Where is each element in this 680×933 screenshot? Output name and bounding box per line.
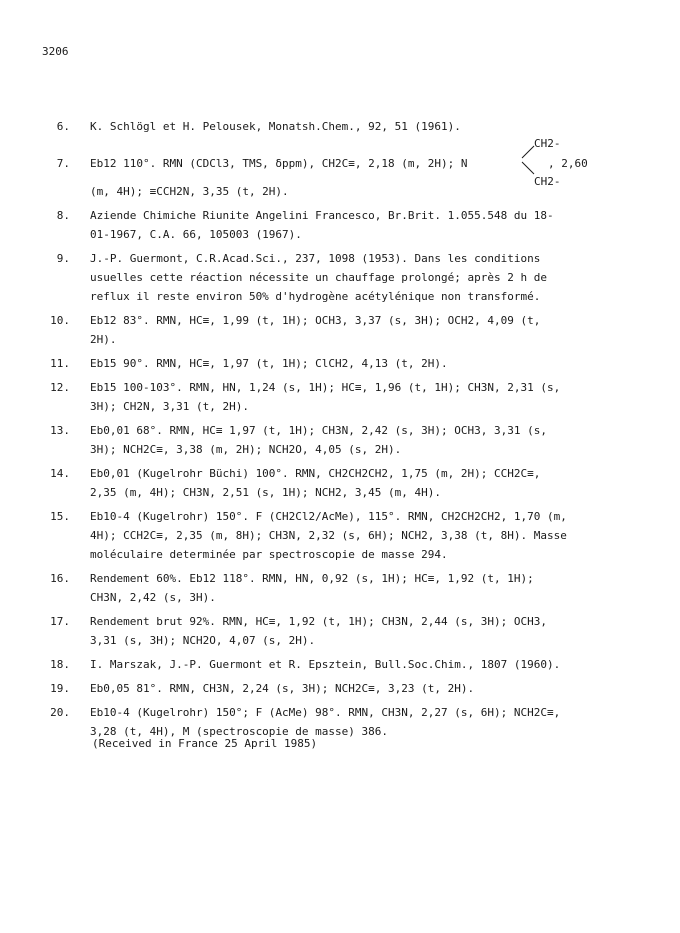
reference-text: [78, 703, 618, 741]
reference-item: [0, 249, 680, 306]
reference-line: 3H); CH2N, 3,31 (t, 2H).: [90, 400, 249, 413]
reference-number: 10.: [50, 314, 70, 327]
reference-text: [78, 464, 618, 502]
reference-line: Rendement brut 92%. RMN, HC≡, 1,92 (t, 1H); CH3N, 2,44 (s, 3H); OCH3,: [90, 615, 547, 628]
reference-line: I. Marszak, J.-P. Guermont et R. Epsztein, Bull.Soc.Chim., 1807 (1960).: [90, 658, 561, 671]
reference-line: Eb0,01 68°. RMN, HC≡ 1,97 (t, 1H); CH3N, 2,42 (s, 3H); OCH3, 3,31 (s,: [90, 424, 547, 437]
reference-item: [0, 421, 680, 459]
reference-line: 01-1967, C.A. 66, 105003 (1967).: [90, 228, 302, 241]
received-date: (Received in France 25 April 1985): [92, 737, 318, 750]
reference-line: K. Schlögl et H. Pelousek, Monatsh.Chem., 92, 51 (1961).: [90, 120, 461, 133]
reference-line: moléculaire determinée par spectroscopie de masse 294.: [90, 548, 448, 561]
reference-line: usuelles cette réaction nécessite un chauffage prolongé; après 2 h de: [90, 271, 547, 284]
reference-text: [78, 249, 618, 306]
reference-item: [0, 703, 680, 741]
reference-line: Eb12 110°. RMN (CDCl3, TMS, δppm), CH2C≡, 2,18 (m, 2H); N: [90, 157, 468, 170]
reference-number: 14.: [50, 467, 70, 480]
reference-text: [78, 612, 618, 650]
reference-line: Eb15 90°. RMN, HC≡, 1,97 (t, 1H); ClCH2, 4,13 (t, 2H).: [90, 357, 448, 370]
reference-list: [0, 117, 680, 746]
reference-number: 13.: [50, 424, 70, 437]
page-number: 3206: [42, 45, 69, 58]
reference-text: [78, 507, 618, 564]
reference-line: Eb0,05 81°. RMN, CH3N, 2,24 (s, 3H); NCH2C≡, 3,23 (t, 2H).: [90, 682, 475, 695]
reference-text: [78, 569, 618, 607]
reference-number: 18.: [50, 658, 70, 671]
amine-structure-line: [90, 137, 618, 188]
reference-number: 11.: [50, 357, 70, 370]
reference-text: [78, 378, 618, 416]
reference-line: 3,28 (t, 4H), M (spectroscopie de masse) 386.: [90, 725, 389, 738]
reference-item: [0, 464, 680, 502]
reference-number: 7.: [56, 157, 70, 170]
reference-text: [78, 421, 618, 459]
reference-line: (m, 4H); ≡CCH2N, 3,35 (t, 2H).: [90, 185, 289, 198]
reference-line: 3,31 (s, 3H); NCH2O, 4,07 (s, 2H).: [90, 634, 316, 647]
reference-line: J.-P. Guermont, C.R.Acad.Sci., 237, 1098 (1953). Dans les conditions: [90, 252, 541, 265]
reference-line: reflux il reste environ 50% d'hydrogène acétylénique non transformé.: [90, 290, 541, 303]
reference-number: 16.: [50, 572, 70, 585]
reference-line: 4H); CCH2C≡, 2,35 (m, 8H); CH3N, 2,32 (s, 6H); NCH2, 3,38 (t, 8H). Masse: [90, 529, 567, 542]
reference-line: 2H).: [90, 333, 117, 346]
reference-line: 2,35 (m, 4H); CH3N, 2,51 (s, 1H); NCH2, 3,45 (m, 4H).: [90, 486, 441, 499]
reference-text: [78, 206, 618, 244]
reference-number: 19.: [50, 682, 70, 695]
reference-number: 6.: [56, 120, 70, 133]
reference-item: [0, 569, 680, 607]
reference-number: 20.: [50, 706, 70, 719]
amine-top-group: CH2-: [534, 137, 561, 150]
reference-item: [0, 206, 680, 244]
reference-text: [78, 354, 618, 373]
reference-line: Eb10-4 (Kugelrohr) 150°; F (AcMe) 98°. RMN, CH3N, 2,27 (s, 6H); NCH2C≡,: [90, 706, 561, 719]
reference-text: [78, 137, 618, 201]
reference-item: [0, 612, 680, 650]
reference-text: [78, 655, 618, 674]
reference-item: [0, 378, 680, 416]
reference-number: 17.: [50, 615, 70, 628]
reference-item: [0, 679, 680, 698]
reference-item: [0, 507, 680, 564]
reference-item: [0, 655, 680, 674]
reference-line: Eb10-4 (Kugelrohr) 150°. F (CH2Cl2/AcMe), 115°. RMN, CH2CH2CH2, 1,70 (m,: [90, 510, 567, 523]
reference-line: Eb15 100-103°. RMN, HN, 1,24 (s, 1H); HC≡, 1,96 (t, 1H); CH3N, 2,31 (s,: [90, 381, 561, 394]
reference-item: [0, 117, 680, 136]
reference-line: Aziende Chimiche Riunite Angelini Francesco, Br.Brit. 1.055.548 du 18-: [90, 209, 554, 222]
reference-line: Eb0,01 (Kugelrohr Büchi) 100°. RMN, CH2CH2CH2, 1,75 (m, 2H); CCH2C≡,: [90, 467, 541, 480]
reference-line: CH3N, 2,42 (s, 3H).: [90, 591, 216, 604]
reference-line: Rendement 60%. Eb12 118°. RMN, HN, 0,92 (s, 1H); HC≡, 1,92 (t, 1H);: [90, 572, 534, 585]
reference-line: Eb12 83°. RMN, HC≡, 1,99 (t, 1H); OCH3, 3,37 (s, 3H); OCH2, 4,09 (t,: [90, 314, 541, 327]
reference-text: [78, 311, 618, 349]
reference-item: [0, 311, 680, 349]
amine-value: , 2,60: [548, 157, 588, 170]
reference-line: 3H); NCH2C≡, 3,38 (m, 2H); NCH2O, 4,05 (s, 2H).: [90, 443, 402, 456]
reference-number: 9.: [56, 252, 70, 265]
reference-number: 15.: [50, 510, 70, 523]
reference-number: 12.: [50, 381, 70, 394]
reference-text: [78, 679, 618, 698]
reference-item: [0, 137, 680, 201]
reference-item: [0, 354, 680, 373]
reference-number: 8.: [56, 209, 70, 222]
amine-bottom-group: CH2-: [534, 175, 561, 188]
